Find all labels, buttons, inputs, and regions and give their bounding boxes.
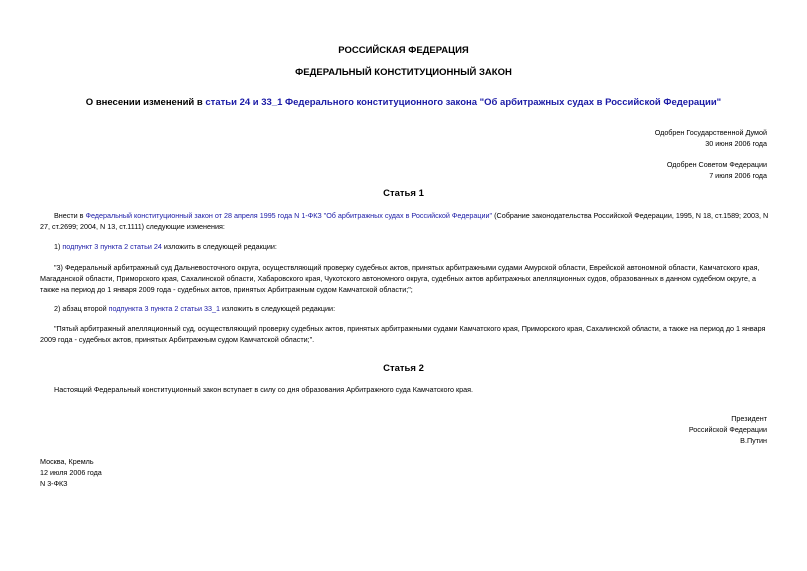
article-1-item-2 <box>40 303 770 314</box>
article-1-item-2-quote: "Пятый арбитражный апелляционный суд, осуществляющий проверку судебных актов, принятых арбитражными судами Камчатского края, Приморского края, Сахалинской области, а также на период до 1 января 2009 года - судебных актов, принятых Арбитражным судом Камчатской области;". <box>40 324 766 344</box>
law-title-prefix: О внесении изменений в <box>85 97 206 108</box>
law-title-link[interactable]: статьи 24 и 33_1 Федерального конституционного закона "Об арбитражных судах в Российской Федерации" <box>205 97 722 108</box>
article-2-text: Настоящий Федеральный конституционный закон вступает в силу со дня образования Арбитражного суда Камчатского края. <box>54 385 473 394</box>
duma-approval-date: 30 июня 2006 года <box>705 139 767 148</box>
signature-block <box>689 413 767 446</box>
council-approval <box>667 159 767 181</box>
item-2-suffix: изложить в следующей редакции: <box>220 304 336 313</box>
law-title <box>0 97 807 108</box>
signature-name: В.Путин <box>740 436 767 445</box>
signing-place: Москва, Кремль <box>40 457 94 466</box>
duma-approval <box>655 127 767 149</box>
law-number: N 3-ФКЗ <box>40 479 68 488</box>
article-1-intro <box>40 210 770 232</box>
article-1-item-1 <box>40 241 770 252</box>
signature-country: Российской Федерации <box>688 425 767 434</box>
place-date-block <box>40 456 102 489</box>
item-1-prefix: 1) <box>54 242 63 251</box>
council-approval-label: Одобрен Советом Федерации <box>666 160 767 169</box>
article-1-heading: Статья 1 <box>383 188 424 199</box>
item-2-link[interactable]: подпункта 3 пункта 2 статьи 33_1 <box>108 304 221 313</box>
country-heading: РОССИЙСКАЯ ФЕДЕРАЦИЯ <box>338 45 469 56</box>
item-1-suffix: изложить в следующей редакции: <box>161 242 277 251</box>
signing-date: 12 июля 2006 года <box>40 468 102 477</box>
article-1-item-1-quote: "3) Федеральный арбитражный суд Дальневосточного округа, осуществляющий проверку судебных актов, принятых арбитражными судами Амурской области, Еврейской автономной области, Камчатского края, Магаданской области, Приморского края, Сахалинской области, Хабаровского края, Чукотского автономного округа, судебных актов арбитражных апелляционных судов, образованных в данном судебном округе, а также на период до 1 января 2009 года - судебных актов, принятых Арбитражным судом Камчатской области;"; <box>40 263 760 294</box>
article-2-heading: Статья 2 <box>383 363 424 374</box>
duma-approval-label: Одобрен Государственной Думой <box>654 128 767 137</box>
law-type-heading: ФЕДЕРАЛЬНЫЙ КОНСТИТУЦИОННЫЙ ЗАКОН <box>295 67 512 78</box>
item-2-prefix: 2) абзац второй <box>54 304 109 313</box>
council-approval-date: 7 июля 2006 года <box>709 171 767 180</box>
article-1-intro-prefix: Внести в <box>54 211 86 220</box>
item-1-link[interactable]: подпункт 3 пункта 2 статьи 24 <box>62 242 162 251</box>
base-law-link[interactable]: Федеральный конституционный закон от 28 апреля 1995 года N 1-ФКЗ "Об арбитражных судах в Российской Федерации" <box>85 211 493 220</box>
article-1-intro-suffix: (Собрание законодательства Российской Федерации, 1995, N 18, ст.1589; 2003, N 27, ст.2699; 2004, N 13, ст.1111) следующие изменения: <box>40 211 769 231</box>
signature-title: Президент <box>731 414 767 423</box>
